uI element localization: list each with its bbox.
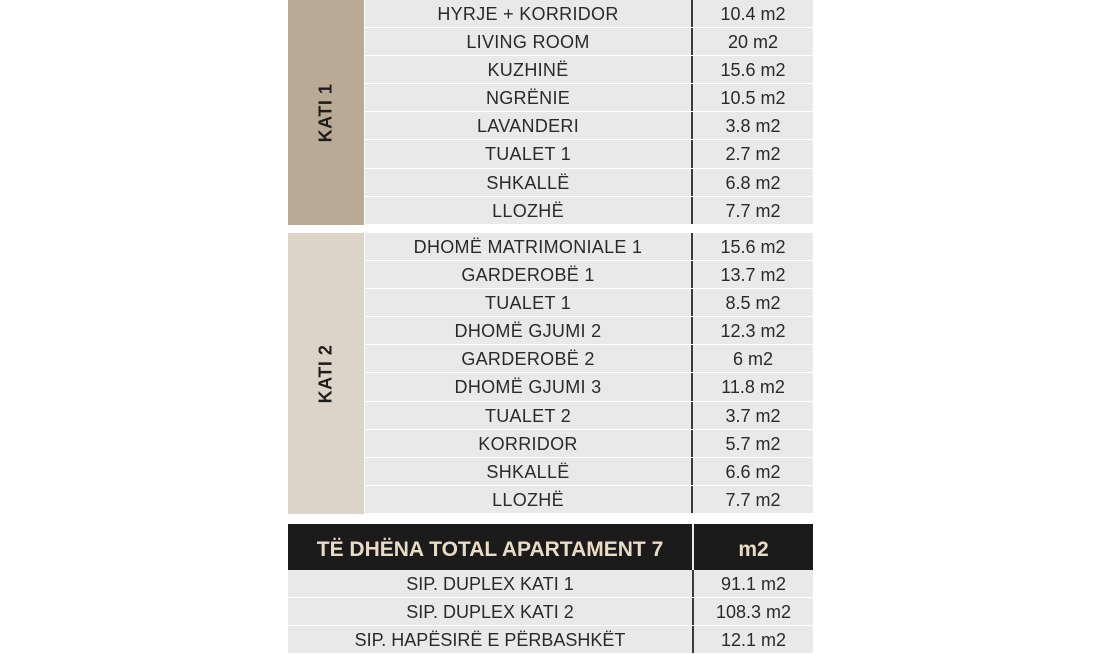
- room-area: 8.5 m2: [725, 293, 781, 314]
- room-name: SIP. DUPLEX KATI 1: [288, 570, 694, 597]
- room-area: 20 m2: [727, 32, 779, 53]
- table-row: [365, 486, 813, 514]
- floor2-label-cell: [288, 233, 364, 514]
- room-area: 5.7 m2: [725, 433, 781, 454]
- table-row: [365, 0, 813, 28]
- totals-table: [288, 524, 813, 650]
- room-area: 6.8 m2: [725, 172, 781, 193]
- floor2-table: [288, 233, 813, 514]
- room-name: TUALET 2: [365, 402, 693, 429]
- table-row: [365, 317, 813, 345]
- room-name: DHOMË GJUMI 2: [365, 317, 693, 344]
- room-area: 11.8 m2: [721, 377, 785, 398]
- room-area: 12.3 m2: [720, 321, 786, 342]
- room-name: HYRJE + KORRIDOR: [365, 0, 693, 27]
- room-name: SHKALLË: [365, 458, 693, 485]
- table-row: [365, 197, 813, 225]
- room-area: 108.3 m2: [715, 602, 792, 622]
- floor1-rows: [365, 0, 813, 225]
- room-area: 2.7 m2: [725, 144, 781, 165]
- table-row: [365, 112, 813, 140]
- room-area: 10.4 m2: [720, 4, 786, 24]
- room-area: 91.1 m2: [720, 574, 787, 594]
- room-name: LLOZHË: [365, 486, 693, 513]
- totals-rows: [288, 570, 813, 654]
- table-row: [365, 345, 813, 373]
- room-area: 12.1 m2: [720, 630, 787, 650]
- room-name: GARDEROBË 2: [365, 345, 693, 372]
- room-name: SHKALLË: [365, 169, 693, 196]
- table-row: [365, 402, 813, 430]
- table-row: [365, 56, 813, 84]
- room-area: 3.8 m2: [725, 116, 781, 137]
- room-name: KORRIDOR: [365, 430, 693, 457]
- room-name: TUALET 1: [365, 289, 693, 316]
- room-name: DHOMË GJUMI 3: [365, 373, 693, 400]
- room-name: NGRËNIE: [365, 84, 693, 111]
- floor1-table: [288, 0, 813, 225]
- room-area: 7.7 m2: [725, 200, 781, 221]
- table-row: [288, 598, 813, 626]
- totals-header-row: [288, 524, 813, 570]
- room-name: KUZHINË: [365, 56, 693, 83]
- room-name: SIP. DUPLEX KATI 2: [288, 598, 694, 625]
- room-area: 3.7 m2: [725, 405, 781, 426]
- table-row: [365, 373, 813, 401]
- room-name: LAVANDERI: [365, 112, 693, 139]
- room-area: 10.5 m2: [720, 88, 786, 109]
- table-row: [365, 233, 813, 261]
- floor1-label: KATI 1: [315, 83, 336, 142]
- room-area: 6.6 m2: [725, 461, 781, 482]
- table-row: [365, 28, 813, 56]
- room-name: TUALET 1: [365, 140, 693, 167]
- table-row: [365, 261, 813, 289]
- room-name: DHOMË MATRIMONIALE 1: [365, 233, 693, 260]
- totals-header-title: TË DHËNA TOTAL APARTAMENT 7: [288, 524, 694, 570]
- table-row: [365, 458, 813, 486]
- room-area: 6 m2: [732, 349, 774, 370]
- room-area: 15.6 m2: [720, 237, 786, 257]
- room-name: LLOZHË: [365, 197, 693, 224]
- table-row: [365, 430, 813, 458]
- room-area: 7.7 m2: [725, 489, 781, 510]
- totals-header-unit: m2: [738, 538, 769, 561]
- table-row: [365, 289, 813, 317]
- table-row: [365, 84, 813, 112]
- table-row: [365, 140, 813, 168]
- room-name: SIP. HAPËSIRË E PËRBASHKËT: [288, 626, 694, 653]
- floor2-label: KATI 2: [315, 344, 336, 403]
- room-area: 13.7 m2: [720, 265, 786, 286]
- table-row: [288, 570, 813, 598]
- room-name: LIVING ROOM: [365, 28, 693, 55]
- floor2-rows: [365, 233, 813, 514]
- room-name: GARDEROBË 1: [365, 261, 693, 288]
- room-area: 15.6 m2: [720, 60, 786, 81]
- table-row: [365, 169, 813, 197]
- floor1-label-cell: [288, 0, 364, 225]
